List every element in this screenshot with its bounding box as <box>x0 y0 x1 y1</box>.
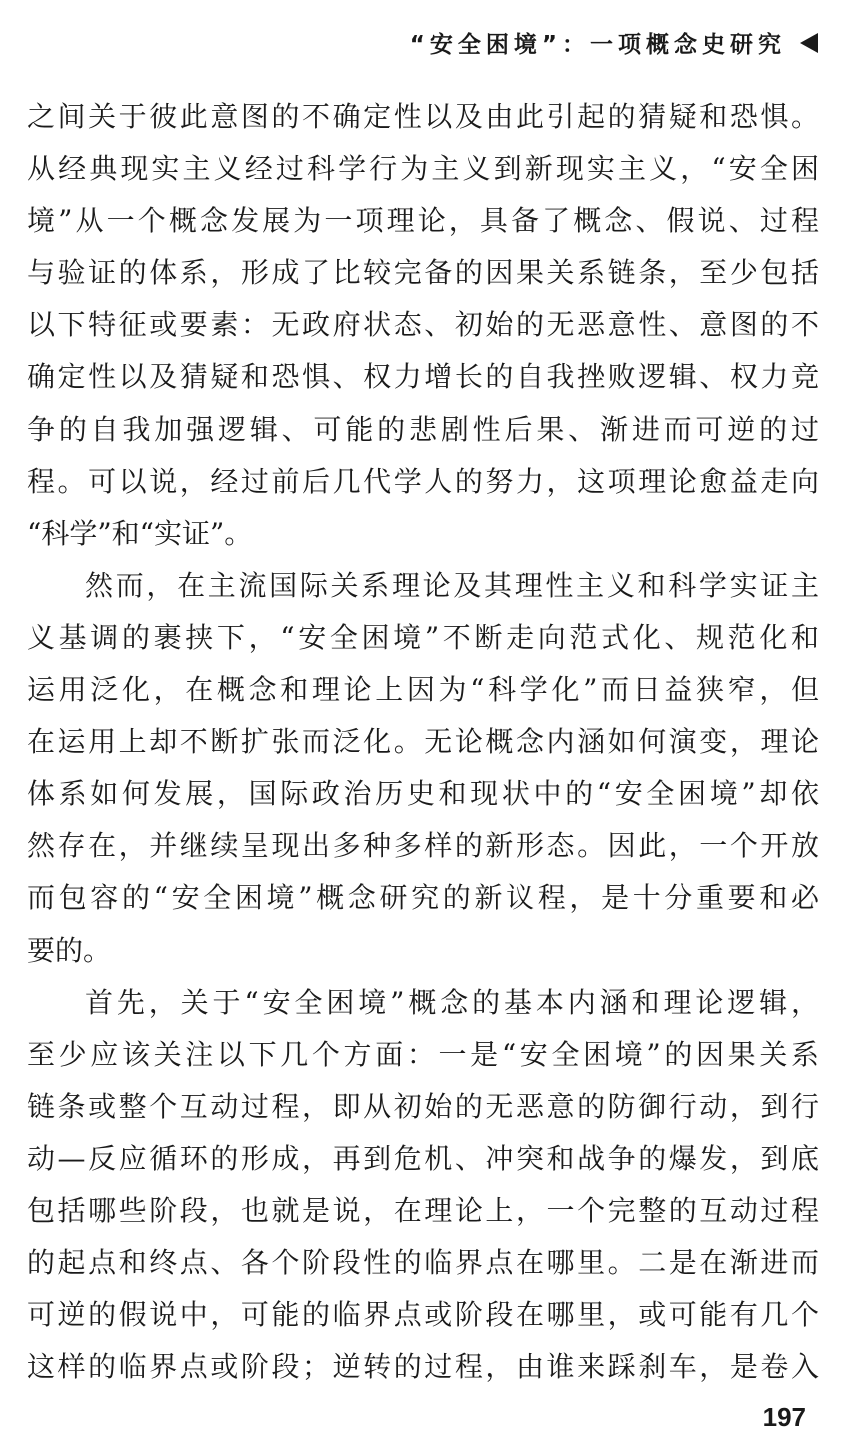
text-line: 这样的临界点或阶段；逆转的过程，由谁来踩刹车，是卷入 <box>27 1350 819 1384</box>
page-number: 197 <box>762 1402 806 1432</box>
text-line: 以下特征或要素：无政府状态、初始的无恶意性、意图的不 <box>27 308 819 342</box>
text-line: 运用泛化，在概念和理论上因为“科学化”而日益狭窄，但 <box>27 673 819 707</box>
text-line: 之间关于彼此意图的不确定性以及由此引起的猜疑和恐惧。 <box>27 100 819 133</box>
text-line: 首先，关于“安全困境”概念的基本内涵和理论逻辑， <box>85 985 819 1019</box>
text-line: 而包容的“安全困境”概念研究的新议程，是十分重要和必 <box>27 881 819 915</box>
text-line: 动—反应循环的形成，再到危机、冲突和战争的爆发，到底 <box>27 1141 819 1175</box>
body-text <box>27 91 819 1393</box>
text-line: 然而，在主流国际关系理论及其理性主义和科学实证主 <box>85 568 819 602</box>
running-title: “安全困境”：一项概念史研究 <box>409 32 786 58</box>
text-line: 体系如何发展，国际政治历史和现状中的“安全困境”却依 <box>27 777 819 811</box>
text-line: 义基调的裹挟下，“安全困境”不断走向范式化、规范化和 <box>27 620 819 654</box>
text-line: 确定性以及猜疑和恐惧、权力增长的自我挫败逻辑、权力竞 <box>27 360 819 394</box>
text-line: 可逆的假说中，可能的临界点或阶段在哪里，或可能有几个 <box>27 1298 819 1332</box>
running-head <box>410 26 818 59</box>
left-triangle-icon <box>800 33 818 53</box>
text-line: 至少应该关注以下几个方面：一是“安全困境”的因果关系 <box>27 1037 819 1071</box>
text-line: 在运用上却不断扩张而泛化。无论概念内涵如何演变，理论 <box>27 725 819 759</box>
text-line: 程。可以说，经过前后几代学人的努力，这项理论愈益走向 <box>27 464 819 498</box>
text-line: 然存在，并继续呈现出多种多样的新形态。因此，一个开放 <box>27 829 819 863</box>
text-line: 与验证的体系，形成了比较完备的因果关系链条，至少包括 <box>27 256 819 290</box>
text-line: 的起点和终点、各个阶段性的临界点在哪里。二是在渐进而 <box>27 1246 819 1280</box>
text-line: 从经典现实主义经过科学行为主义到新现实主义，“安全困 <box>27 152 819 186</box>
text-line: 争的自我加强逻辑、可能的悲剧性后果、渐进而可逆的过 <box>27 412 819 446</box>
text-line: 要的。 <box>27 933 112 967</box>
text-line: 链条或整个互动过程，即从初始的无恶意的防御行动，到行 <box>27 1089 819 1123</box>
text-line: “科学”和“实证”。 <box>27 516 253 550</box>
text-line: 包括哪些阶段，也就是说，在理论上，一个完整的互动过程 <box>27 1193 819 1227</box>
text-line: 境”从一个概念发展为一项理论，具备了概念、假说、过程 <box>27 204 819 238</box>
